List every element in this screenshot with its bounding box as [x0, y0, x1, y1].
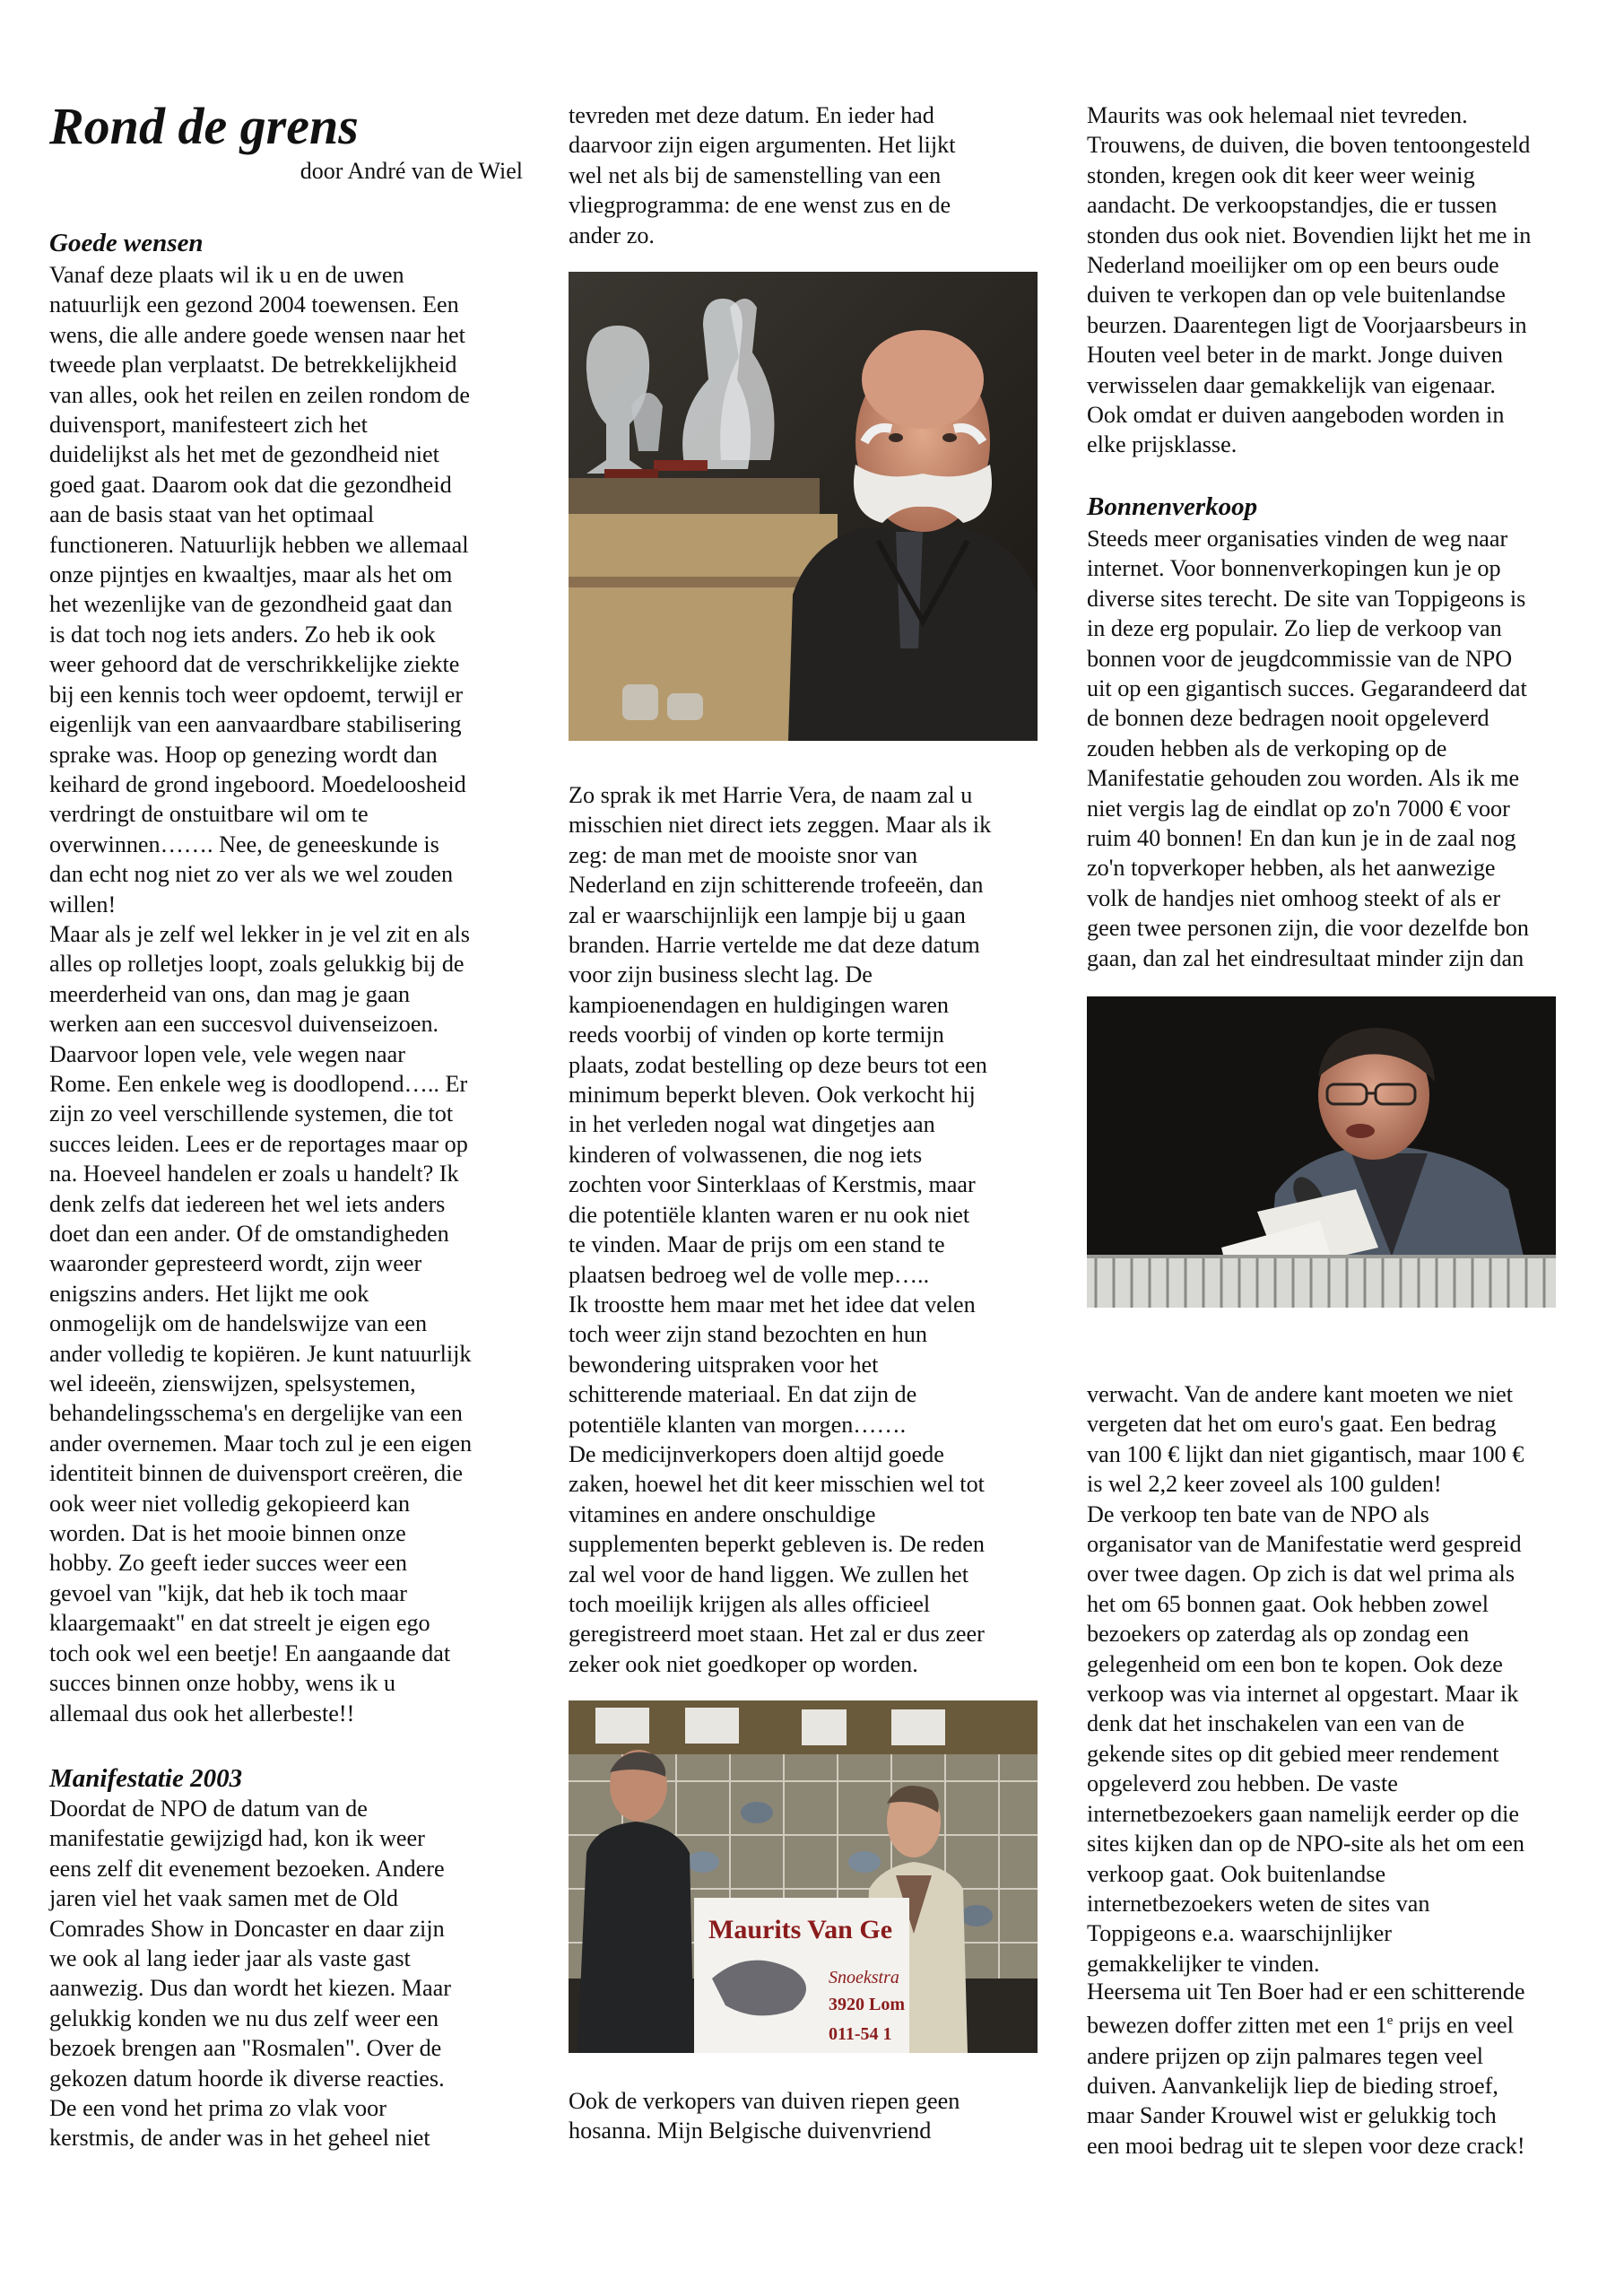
body-text-bonnenverkoop: Steeds meer organisaties vinden de weg naar internet. Voor bonnenverkopingen kun je op diverse sites terecht. De site van Toppigeons is in deze erg populair. Zo liep de verkoop van bonnen voor de jeugdcommissie van de NPO uit op een gigantisch succes. Gegarandeerd dat de bonnen deze bedragen nooit opgeleverd zouden hebben als de verkoping op de Manifestatie gehouden zou worden. Als ik me niet vergis lag de eindlat op zo'n 7000 € voor ruim 40 bonnen! En dan kun je in de zaal nog zo'n topverkoper hebben, als het aanwezige volk de handjes niet omhoog steekt of als er geen twee personen zijn, die voor dezelfde bon gaan, dan zal het eindresultaat minder zijn dan — [1087, 526, 1529, 971]
body-text-col3-top: Maurits was ook helemaal niet tevreden. Trouwens, de duiven, die boven tentoongesteld stonden, kregen ook dit keer weer weinig aandacht. De verkoopstandjes, die er tussen stonden dus ook niet. Bovendien lijkt het me in Nederland moeilijker om op een beurs oude duiven te verkopen dan op vele buitenlandse beurzen. Daarentegen ligt de Voorjaarsbeurs in Houten veel beter in de markt. Jonge duiven verwisselen daar gemakkelijk van eigenaar. Ook omdat er duiven aangeboden worden in elke prijsklasse. — [1087, 102, 1532, 458]
body-text-col3-bottom-b: prijs en veel andere prijzen op zijn palmares tegen veel duiven. Aanvankelijk liep de bieding stroef, maar Sander Krouwel wist er gelukkig toch een mooi bedrag uit te slepen voor deze crack! — [1087, 2013, 1525, 2159]
article-byline: door André van de Wiel — [300, 158, 523, 184]
sign-line-4: 011-54 1 — [829, 2024, 892, 2044]
photo-auctioneer — [1087, 996, 1556, 1308]
sign-line-2: Snoekstra — [829, 1968, 899, 1987]
body-text-col2-top: tevreden met deze datum. En ieder had daarvoor zijn eigen argumenten. Het lijkt wel net als bij de samenstelling van een vliegprogramma: de ene wenst zus en de ander zo. — [569, 102, 956, 248]
article-title: Rond de grens — [49, 97, 359, 155]
photo-maurits-stand-image — [569, 1700, 1038, 2053]
section-heading-goede-wensen: Goede wensen — [49, 229, 204, 257]
body-text-col2-bottom: Ook de verkopers van duiven riepen geen hosanna. Mijn Belgische duivenvriend — [569, 2088, 960, 2144]
body-text-manifestatie: Doordat de NPO de datum van de manifestatie gewijzigd had, kon ik weer eens zelf dit evenement bezoeken. Andere jaren viel het vaak samen met de Old Comrades Show in Doncaster en daar zijn we ook al lang ieder jaar als vaste gast aanwezig. Dus dan wordt het kiezen. Maar gelukkig konden we nu dus zelf weer een bezoek brengen aan "Rosmalen". Over de gekozen datum hoorde ik diverse reacties. De een vond het prima zo vlak voor kerstmis, de ander was in het geheel niet — [49, 1796, 451, 2152]
photo-harrie-vera-image — [569, 272, 1038, 741]
body-text-col2-middle: Zo sprak ik met Harrie Vera, de naam zal u misschien niet direct iets zeggen. Maar als ik zeg: de man met de mooiste snor van Nederland en zijn schitterende trofeeën, dan zal er waarschijnlijk een lampje bij u gaan branden. Harrie vertelde me dat deze datum voor zijn business slecht lag. De kampioenendagen en huldigingen waren reeds voorbij of vinden op korte termijn plaats, zodat bestelling op deze beurs tot een minimum beperkt bleven. Ook verkocht hij in het verleden nogal wat dingetjes aan kinderen of volwassenen, die nog iets zochten voor Sinterklaas of Kerstmis, maar die potentiële klanten waren er nu ook niet te vinden. Maar de prijs om een stand te plaatsen bedroeg wel de volle mep….. Ik troostte hem maar met het idee dat velen toch weer zijn stand bezochten en hun bewondering uitspraken voor het schitterende materiaal. En dat zijn de potentiële klanten van morgen……. De medicijnverkopers doen altijd goede zaken, hoewel het dit keer misschien wel tot vitamines en andere onschuldige supplementen beperkt gebleven is. De reden zal wel voor de hand liggen. We zullen het toch moeilijk krijgen als alles officieel geregistreerd moet staan. Het zal er dus zeer zeker ook niet goedkoper op worden. — [569, 782, 992, 1677]
section-heading-bonnenverkoop: Bonnenverkoop — [1087, 492, 1258, 521]
body-text-col3-bottom-a: Heersema uit Ten Boer had er een schitterende bewezen doffer zitten met een 1 — [1087, 1979, 1525, 2039]
photo-harrie-vera — [569, 272, 1038, 741]
photo-maurits-stand — [569, 1700, 1038, 2053]
sign-line-3: 3920 Lom — [829, 1995, 905, 2014]
superscript-e: e — [1386, 2013, 1394, 2029]
sign-line-1: Maurits Van Ge — [708, 1915, 893, 1944]
body-text-goede-wensen: Vanaf deze plaats wil ik u en de uwen natuurlijk een gezond 2004 toewensen. Een wens, die alle andere goede wensen naar het tweede plan verplaatst. De betrekkelijkheid van alles, ook het reilen en zeilen rondom de duivensport, manifesteert zich het duidelijkst als het met de gezondheid niet goed gaat. Daarom ook dat die gezondheid aan de basis staat van het optimaal functioneren. Natuurlijk hebben we allemaal onze pijntjes en kwaaltjes, maar als het om het wezenlijke van de gezondheid gaat dan is dat toch nog iets anders. Zo heb ik ook weer gehoord dat de verschrikkelijke ziekte bij een kennis toch weer opdoemt, terwijl er eigenlijk van een aanvaardbare stabilisering sprake was. Hoop op genezing wordt dan keihard de grond ingeboord. Moedeloosheid verdringt de onstuitbare wil om te overwinnen……. Nee, de geneeskunde is dan echt nog niet zo ver als we wel zouden willen! Maar als je zelf wel lekker in je vel zit en als alles op rolletjes loopt, zoals gelukkig bij de meerderheid van ons, dan mag je gaan werken aan een succesvol duivenseizoen. Daarvoor lopen vele, vele wegen naar Rome. Een enkele weg is doodlopend….. Er zijn zo veel verschillende systemen, die tot succes leiden. Lees er de reportages maar op na. Hoeveel handelen er zoals u handelt? Ik denk zelfs dat iedereen het wel iets anders doet dan een ander. Of de omstandigheden waaronder gepresteerd wordt, zijn weer enigszins anders. Het lijkt me ook onmogelijk om de handelswijze van een ander volledig te kopiëren. Je kunt natuurlijk wel ideeën, zienswijzen, spelsystemen, behandelingsschema's en dergelijke van een ander overnemen. Maar toch zul je een eigen identiteit binnen de duivensport creëren, die ook weer niet volledig gekopieerd kan worden. Dat is het mooie binnen onze hobby. Zo geeft ieder succes weer een gevoel van "kijk, dat heb ik toch maar klaargemaakt" en dat streelt je eigen ego toch ook wel een beetje! En aangaande dat succes binnen onze hobby, wens ik u allemaal dus ook het allerbeste!! — [49, 262, 473, 1726]
body-text-col3-bottom — [1087, 1977, 1607, 2161]
body-text-col3-middle: verwacht. Van de andere kant moeten we niet vergeten dat het om euro's gaat. Een bedrag van 100 € lijkt dan niet gigantisch, maar 100 € is wel 2,2 keer zoveel als 100 gulden! De verkoop ten bate van de NPO als organisator van de Manifestatie werd gespreid over twee dagen. Op zich is dat wel prima als het om 65 bonnen gaat. Ook hebben zowel bezoekers op zaterdag als op zondag een gelegenheid om een bon te kopen. Ook deze verkoop was via internet al opgestart. Maar ik denk dat het inschakelen van een van de gekende sites op dit gebied meer rendement opgeleverd zou hebben. De vaste internetbezoekers gaan namelijk eerder op die sites kijken dan op de NPO-site als het om een verkoop gaat. Ook buitenlandse internetbezoekers weten de sites van Toppigeons e.a. waarschijnlijker gemakkelijker te vinden. — [1087, 1381, 1525, 1977]
section-heading-manifestatie: Manifestatie 2003 — [49, 1764, 243, 1793]
article-header — [49, 97, 534, 185]
photo-auctioneer-image — [1087, 996, 1556, 1308]
